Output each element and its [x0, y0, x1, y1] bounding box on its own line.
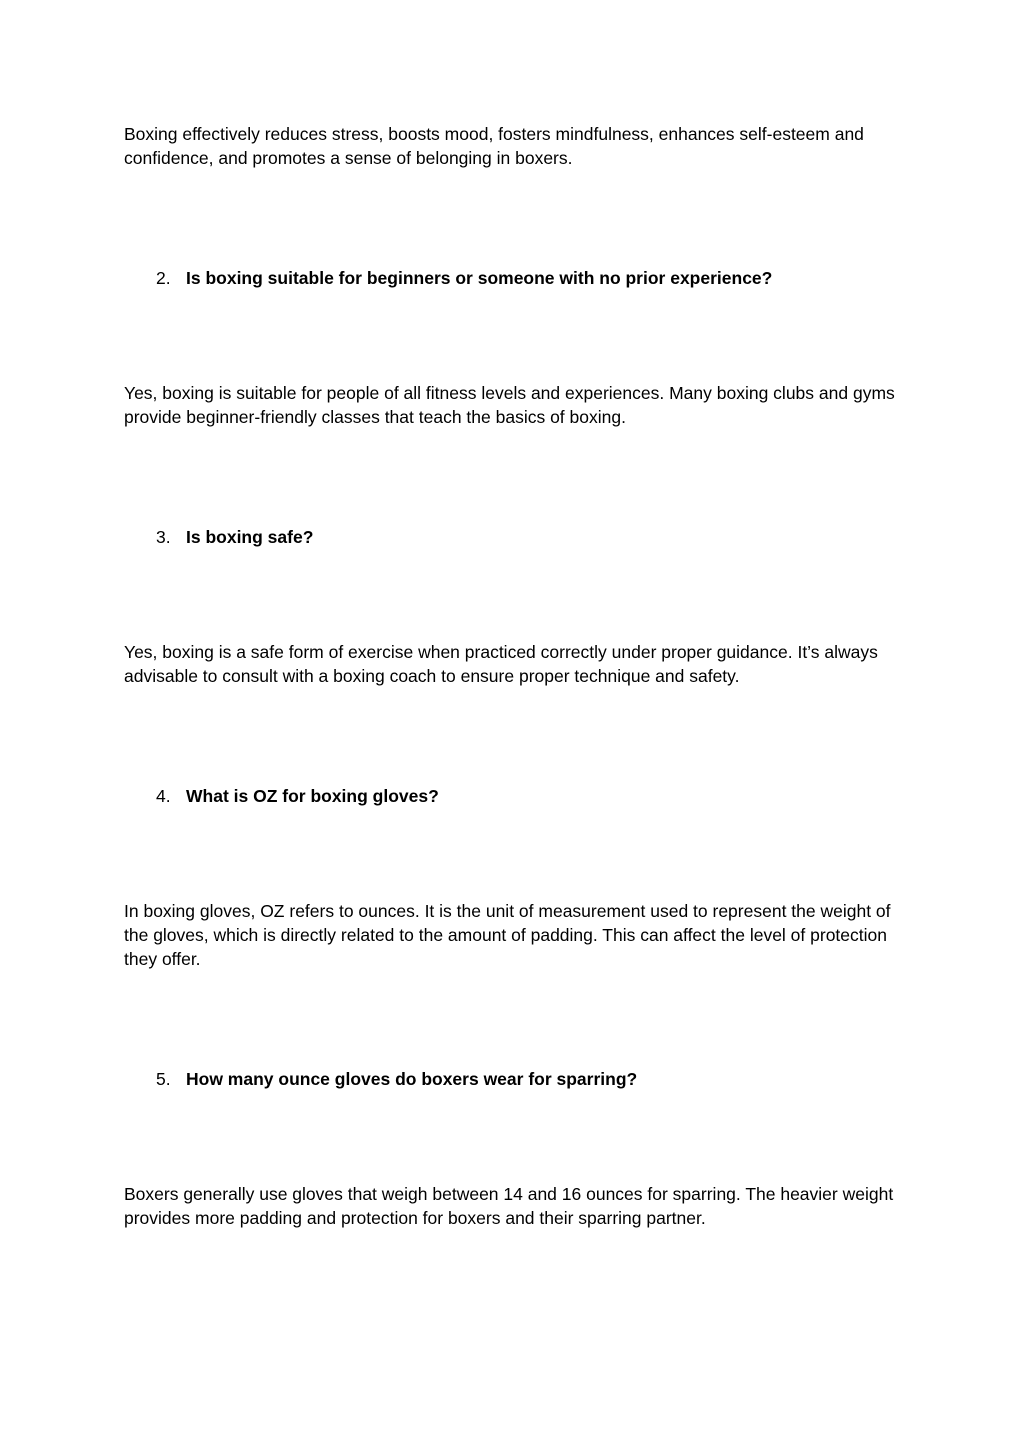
faq-answer-3: Yes, boxing is a safe form of exercise when practiced correctly under proper guidance. It’s always advisable to consult with a boxing coach to ensure proper technique and safety. — [124, 642, 878, 686]
faq-question-5 — [124, 1067, 904, 1091]
intro-paragraph: Boxing effectively reduces stress, boosts mood, fosters mindfulness, enhances self-esteem and confidence, and promotes a sense of belonging in boxers. — [124, 124, 864, 168]
faq-answer-5: Boxers generally use gloves that weigh between 14 and 16 ounces for sparring. The heavier weight provides more padding and protection for boxers and their sparring partner. — [124, 1184, 894, 1228]
faq-question-4 — [124, 784, 904, 808]
faq-number: 5. — [156, 1069, 171, 1089]
faq-question-text: What is OZ for boxing gloves? — [186, 786, 439, 806]
faq-number: 2. — [156, 268, 171, 288]
faq-question-text: Is boxing safe? — [186, 527, 314, 547]
faq-number: 3. — [156, 527, 171, 547]
faq-answer-4: In boxing gloves, OZ refers to ounces. It is the unit of measurement used to represent the weight of the gloves, which is directly related to the amount of padding. This can affect the level of protection they offer. — [124, 901, 891, 969]
faq-question-2 — [124, 266, 904, 290]
faq-number: 4. — [156, 786, 171, 806]
faq-question-text: Is boxing suitable for beginners or someone with no prior experience? — [186, 268, 773, 288]
faq-question-3 — [124, 525, 904, 549]
faq-answer-2: Yes, boxing is suitable for people of all fitness levels and experiences. Many boxing clubs and gyms provide beginner-friendly classes that teach the basics of boxing. — [124, 383, 895, 427]
faq-question-text: How many ounce gloves do boxers wear for sparring? — [186, 1069, 638, 1089]
